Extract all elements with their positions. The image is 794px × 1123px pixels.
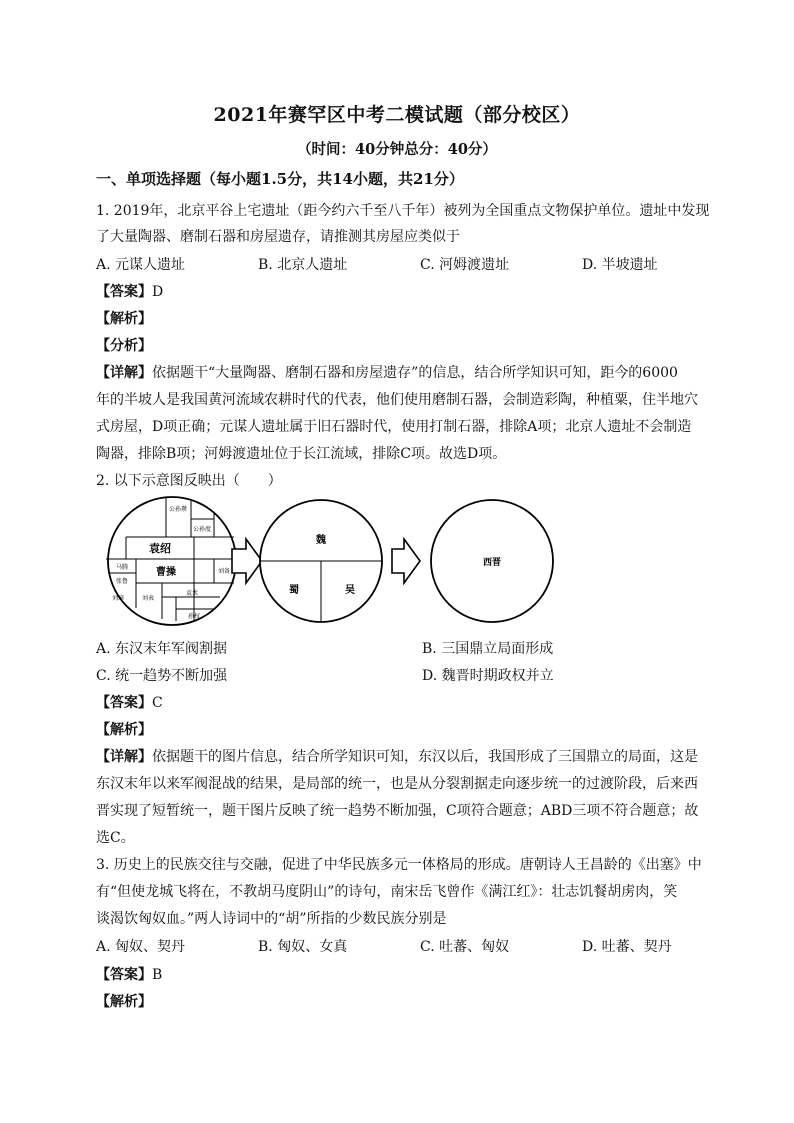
detail-tag: 【详解】 xyxy=(96,365,152,381)
q1-answer xyxy=(96,283,716,301)
page-subtitle: （时间：40分钟总分：40分） xyxy=(297,141,497,158)
q2-answer xyxy=(96,694,716,712)
q3-stem-line2: 有“但使龙城飞将在，不教胡马度阴山”的诗句，南宋岳飞曾作《满江红》：壮志饥餐胡虏肉，笑 xyxy=(96,884,678,900)
section-heading: 一、单项选择题（每小题1.5分，共14小题，共21分） xyxy=(96,170,464,188)
arrow-icon xyxy=(232,539,262,583)
q1-detail-line3: 式房屋，D项正确；元谋人遗址属于旧石器时代，使用打制石器，排除A项；北京人遗址不会制造 xyxy=(96,419,692,435)
q2-detail-line4: 选C。 xyxy=(96,830,135,846)
label-caocao: 曹操 xyxy=(156,567,176,578)
q1-detail-line1 xyxy=(96,364,716,382)
label-zhanglu: 张鲁 xyxy=(115,578,129,585)
label-shu: 蜀 xyxy=(289,585,299,596)
q2-option-b: B. 三国鼎立局面形成 xyxy=(422,641,554,657)
label-liuzhang: 刘璋 xyxy=(111,595,125,602)
answer-tag: 【答案】 xyxy=(96,284,152,300)
detail-text: 依据题干“大量陶器、磨制石器和房屋遗存”的信息，结合所学知识可知，距今的6000 xyxy=(152,365,678,381)
circle-warlords xyxy=(108,497,236,625)
q1-option-a: A. 元谋人遗址 xyxy=(96,257,186,273)
q3-option-d: D. 吐蕃、契丹 xyxy=(582,939,672,955)
label-liubei: 刘备 xyxy=(217,568,231,575)
label-xijin: 西晋 xyxy=(482,558,502,568)
answer-value: D xyxy=(152,284,164,300)
q2-detail-line1 xyxy=(96,748,716,766)
label-wu: 吴 xyxy=(345,585,355,596)
q3-option-c: C. 吐蕃、匈奴 xyxy=(420,939,510,955)
label-sunquan: 孙权 xyxy=(187,613,201,620)
q1-option-c: C. 河姆渡遗址 xyxy=(420,257,510,273)
label-yuanshao: 袁绍 xyxy=(149,542,171,555)
q2-detail-line2: 东汉末年以来军阀混战的结果，是局部的统一，也是从分裂割据走向逐步统一的过渡阶段，后来西 xyxy=(96,776,698,792)
q3-option-a: A. 匈奴、契丹 xyxy=(96,939,186,955)
q2-option-d: D. 魏晋时期政权并立 xyxy=(422,668,554,684)
label-wei: 魏 xyxy=(316,535,326,546)
q2-option-a: A. 东汉末年军阀割据 xyxy=(96,641,228,657)
answer-value: B xyxy=(152,967,163,983)
detail-text: 依据题干的图片信息，结合所学知识可知，东汉以后，我国形成了三国鼎立的局面，这是 xyxy=(152,749,698,765)
label-mateng: 马腾 xyxy=(115,564,129,571)
label-liubiao: 刘表 xyxy=(141,595,155,602)
three-kingdoms-circle xyxy=(260,500,382,622)
western-jin-circle xyxy=(431,500,553,622)
label-gongsundu: 公孙度 xyxy=(192,526,212,533)
q2-option-c: C. 统一趋势不断加强 xyxy=(96,668,228,684)
q1-analysis-tag: 【解析】 xyxy=(96,311,152,327)
label-gongsunzan: 公孙瓒 xyxy=(168,506,188,513)
arrow-icon xyxy=(392,539,420,583)
q3-stem-line3: 谈渴饮匈奴血。”两人诗词中的“胡”所指的少数民族分别是 xyxy=(96,911,447,927)
page-title: 2021年赛罕区中考二模试题（部分校区） xyxy=(213,104,581,126)
q2-stem: 2. 以下示意图反映出（ ） xyxy=(96,473,282,489)
q1-detail-line2: 年的半坡人是我国黄河流域农耕时代的代表，他们使用磨制石器，会制造彩陶，种植粟，住半地穴 xyxy=(96,392,698,408)
answer-value: C xyxy=(152,695,163,711)
answer-tag: 【答案】 xyxy=(96,967,152,983)
q2-detail-line3: 晋实现了短暂统一，题干图片反映了统一趋势不断加强，C项符合题意；ABD三项不符合题意；故 xyxy=(96,803,699,819)
detail-tag: 【详解】 xyxy=(96,749,152,765)
q1-fenxi-tag: 【分析】 xyxy=(96,338,152,354)
answer-tag: 【答案】 xyxy=(96,695,152,711)
q1-stem-line2: 了大量陶器、磨制石器和房屋遗存，请推测其房屋应类似于 xyxy=(96,229,460,245)
q1-stem-line1: 1. 2019年，北京平谷上宅遗址（距今约六千至八千年）被列为全国重点文物保护单位。遗址中发现 xyxy=(96,203,710,219)
q2-analysis-tag: 【解析】 xyxy=(96,722,152,738)
label-yuanshu: 袁术 xyxy=(185,590,199,597)
q1-option-b: B. 北京人遗址 xyxy=(258,257,348,273)
q3-option-b: B. 匈奴、女真 xyxy=(258,939,348,955)
warlord-circle xyxy=(106,497,237,625)
q1-detail-line4: 陶器，排除B项；河姆渡遗址位于长江流域，排除C项。故选D项。 xyxy=(96,446,507,462)
q3-answer xyxy=(96,966,716,984)
q3-analysis-tag: 【解析】 xyxy=(96,994,152,1010)
q2-diagram xyxy=(96,493,656,633)
q3-stem-line1: 3. 历史上的民族交往与交融，促进了中华民族多元一体格局的形成。唐朝诗人王昌龄的《出塞》中 xyxy=(96,857,702,873)
q1-option-d: D. 半坡遗址 xyxy=(582,257,658,273)
